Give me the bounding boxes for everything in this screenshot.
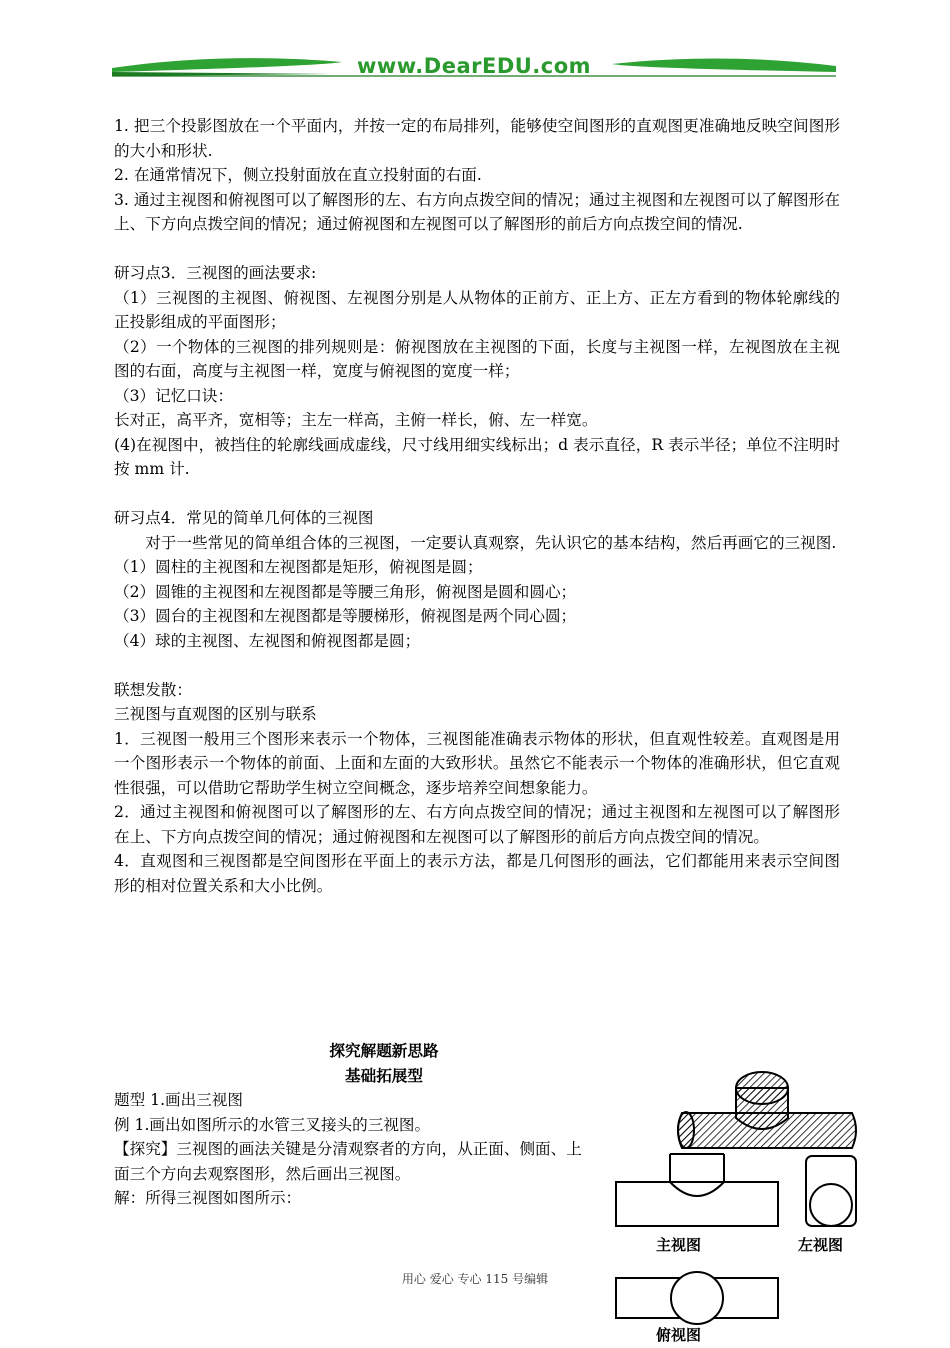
site-url: www.DearEDU.com — [356, 54, 592, 78]
example-section — [114, 1039, 594, 1211]
paragraph: （3）记忆口诀： — [114, 386, 234, 405]
list-item: （1）圆柱的主视图和左视图都是矩形，俯视图是圆； — [114, 558, 483, 576]
paragraph: 2. 在通常情况下，侧立投射面放在直立投射面的右面. — [114, 166, 482, 184]
list-item: （3）圆台的主视图和左视图都是等腰梯形，俯视图是两个同心圆； — [114, 607, 577, 625]
tee-joint-figure — [600, 1060, 860, 1348]
example-question: 例 1.画出如图所示的水管三叉接头的三视图。 — [114, 1115, 431, 1134]
paragraph: 2．通过主视图和俯视图可以了解图形的左、右方向点拨空间的情况；通过主视图和左视图可以了解图形在上、下方向点拨空间的情况；通过俯视图和左视图可以了解图形的前后方向点拨空间的情况。 — [114, 803, 840, 846]
list-item: （4）球的主视图、左视图和俯视图都是圆； — [114, 631, 421, 650]
top-view-label: 俯视图 — [656, 1326, 702, 1344]
paragraph: (4)在视图中，被挡住的轮廓线画成虚线，尺寸线用细实线标出；d 表示直径，R 表示半径；单位不注明时按 mm 计. — [114, 435, 840, 478]
section-title: 联想发散： — [114, 680, 192, 699]
paragraph: 对于一些常见的简单组合体的三视图，一定要认真观察，先认识它的基本结构，然后再画它的三视图. — [145, 533, 837, 552]
paragraph: 4．直观图和三视图都是空间图形在平面上的表示方法，都是几何图形的画法，它们都能用来表示空间图形的相对位置关系和大小比例。 — [114, 852, 840, 895]
list-item: （2）圆锥的主视图和左视图都是等腰三角形，俯视图是圆和圆心； — [114, 582, 577, 601]
paragraph: 长对正，高平齐，宽相等；主左一样高，主俯一样长，俯、左一样宽。 — [114, 411, 598, 429]
heading: 探究解题新思路 — [329, 1042, 439, 1060]
problem-type: 题型 1.画出三视图 — [114, 1091, 243, 1109]
paragraph: 3. 通过主视图和俯视图可以了解图形的左、右方向点拨空间的情况；通过主视图和左视图可以了解图形在上、下方向点拨空间的情况；通过俯视图和左视图可以了解图形的前后方向点拨空间的情况. — [114, 190, 840, 233]
paragraph: 1．三视图一般用三个图形来表示一个物体，三视图能准确表示物体的形状，但直观性较差。直观图是用一个图形表示一个物体的前面、上面和左面的大致形状。虽然它不能表示一个物体的准确形状，但它直观性很强，可以借助它帮助学生树立空间概念，逐步培养空间想象能力。 — [114, 729, 840, 797]
section-title: 研习点4．常见的简单几何体的三视图 — [114, 509, 374, 527]
page-header — [112, 50, 836, 86]
three-view-drawing-icon — [600, 1060, 860, 1344]
answer-text: 解：所得三视图如图所示： — [114, 1189, 302, 1207]
paragraph: （1）三视图的主视图、俯视图、左视图分别是人从物体的正前方、正上方、正左方看到的物体轮廓线的正投影组成的平面图形； — [114, 288, 840, 331]
paragraph: 1. 把三个投影图放在一个平面内，并按一定的布局排列，能够使空间图形的直观图更准确地反映空间图形的大小和形状. — [114, 117, 840, 160]
section-subtitle: 三视图与直观图的区别与联系 — [114, 705, 317, 723]
section-title: 研习点3．三视图的画法要求: — [114, 264, 317, 282]
explore-text: 【探究】三视图的画法关键是分清观察者的方向，从正面、侧面、上面三个方向去观察图形，然后画出三视图。 — [114, 1140, 582, 1183]
page-footer: 用心 爱心 专心 115 号编辑 — [401, 1272, 549, 1286]
left-view-label: 左视图 — [798, 1236, 844, 1254]
front-view-label: 主视图 — [656, 1236, 702, 1254]
paragraph: （2）一个物体的三视图的排列规则是：俯视图放在主视图的下面，长度与主视图一样，左视图放在主视图的右面，高度与主视图一样，宽度与俯视图的宽度一样； — [114, 337, 840, 380]
subheading: 基础拓展型 — [345, 1066, 423, 1085]
document-body — [114, 114, 840, 898]
